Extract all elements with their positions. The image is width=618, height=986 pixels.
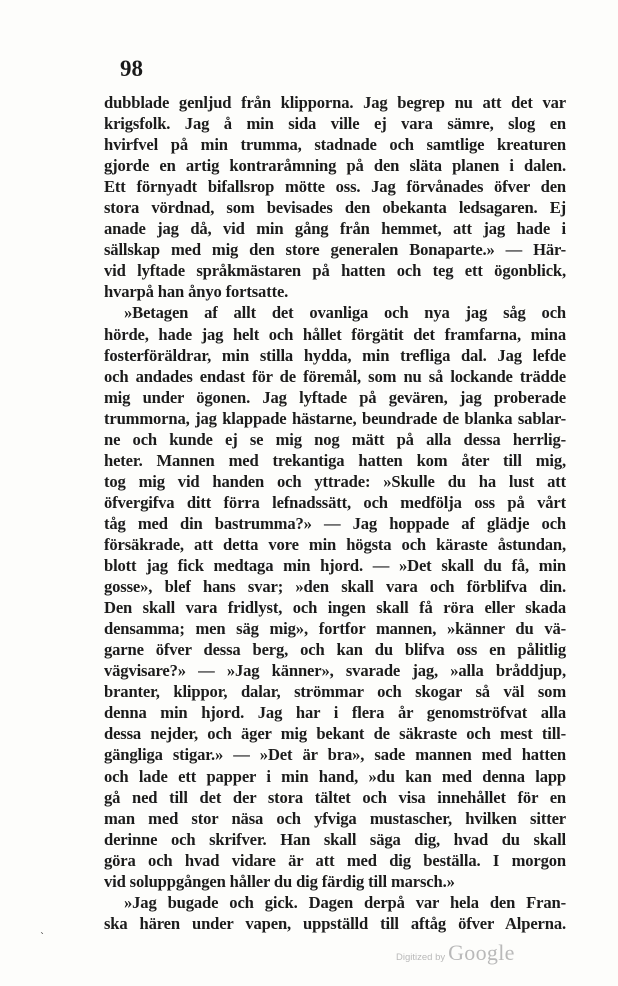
text-line: »Jag bugade och gick. Dagen derpå var hela den Fran-: [124, 892, 566, 912]
text-line: göra och hvad vidare är att med dig beställa. I morgon: [104, 850, 566, 870]
text-line: öfvergifva ditt förra lefnadssätt, och medfölja oss på vårt: [104, 492, 566, 512]
text-line: hörde, hade jag helt och hållet förgätit det framfarna, mina: [104, 324, 566, 344]
text-line: ska hären under vapen, uppställd till aftåg öfver Alperna.: [104, 913, 566, 933]
text-line: garne öfver dessa berg, och kan du blifva oss en pålitlig: [104, 640, 566, 660]
text-line: gjorde en artig kontraråmning på den släta planen i dalen.: [104, 156, 566, 176]
text-line: hvirfvel på min trumma, stadnade och samtlige kreaturen: [104, 135, 566, 155]
page-number: 98: [120, 56, 143, 81]
text-line: gängliga stigar.» — »Det är bra», sade mannen med hatten: [104, 745, 566, 765]
text-line: Ett förnyadt bifallsrop mötte oss. Jag förvånades öfver den: [104, 177, 566, 197]
text-line: Den skall vara fridlyst, och ingen skall få röra eller skada: [104, 598, 566, 618]
text-line: dessa nejder, och äger mig bekant de säkraste och mest till-: [104, 724, 566, 744]
digitized-watermark: [396, 940, 515, 966]
text-line: »Betagen af allt det ovanliga och nya jag såg och: [124, 303, 566, 323]
text-line: gå ned till det der stora tältet och visa innehållet för en: [104, 787, 566, 807]
paragraph: [104, 302, 566, 891]
text-line: trummorna, jag klappade hästarne, beundrade de blanka sablar-: [104, 408, 566, 428]
body-text: [104, 92, 566, 934]
text-line: vägvisare?» — »Jag känner», svarade jag, »alla bråddjup,: [104, 661, 566, 681]
text-line: anade jag då, vid min gång från hemmet, att jag hade i: [104, 219, 566, 239]
text-line: dubblade genljud från klipporna. Jag begrep nu att det var: [104, 93, 566, 112]
text-line: man med stor näsa och yfviga mustascher, hvilken sitter: [104, 808, 566, 828]
google-logo: Google: [448, 940, 515, 965]
text-line: derinne och skrifver. Han skall säga dig, hvad du skall: [104, 829, 566, 849]
text-line: blott jag fick medtaga min hjord. — »Det skall du få, min: [104, 556, 566, 576]
text-line: tog mig vid handen och yttrade: »Skulle du ha lust att: [104, 471, 566, 491]
text-line: hvarpå han ånyo fortsatte.: [104, 282, 289, 302]
paragraph: [104, 892, 566, 934]
text-line: sällskap med mig den store generalen Bonaparte.» — Här-: [104, 240, 566, 260]
text-line: densamma; men säg mig», fortfor mannen, »känner du vä-: [104, 619, 566, 639]
paragraph: [104, 92, 566, 302]
text-line: ne och kunde ej se mig nog mätt på alla dessa herrlig-: [104, 429, 566, 449]
text-line: gosse», blef hans svar; »den skall vara och förblifva din.: [104, 577, 566, 597]
text-line: tåg med din bastrumma?» — Jag hoppade af glädje och: [104, 513, 566, 533]
text-line: försäkrade, att detta vore min högsta och käraste åstundan,: [104, 534, 566, 554]
text-line: stora vördnad, som bevisades den obekanta ledsagaren. Ej: [104, 198, 566, 218]
text-line: denna min hjord. Jag har i flera år genomströfvat alla: [104, 703, 566, 723]
stray-ink-mark: `: [40, 932, 45, 943]
text-line: vid soluppgången håller du dig färdig till marsch.»: [104, 871, 455, 891]
text-line: vid lyftade språkmästaren på hatten och teg ett ögonblick,: [104, 261, 566, 281]
text-line: mig under ögonen. Jag lyftade på gevären, jag proberade: [104, 387, 566, 407]
text-line: och andades endast för de föremål, som nu så lockande trädde: [104, 366, 566, 386]
watermark-prefix: Digitized by: [396, 952, 446, 963]
text-line: fosterföräldrar, min stilla hydda, min trefliga dal. Jag lefde: [104, 345, 566, 365]
text-line: branter, klippor, dalar, strömmar och skogar så väl som: [104, 682, 566, 702]
text-line: krigsfolk. Jag å min sida ville ej vara sämre, slog en: [104, 114, 566, 134]
text-line: heter. Mannen med trekantiga hatten kom åter till mig,: [104, 450, 566, 470]
text-line: och lade ett papper i min hand, »du kan med denna lapp: [104, 766, 566, 786]
